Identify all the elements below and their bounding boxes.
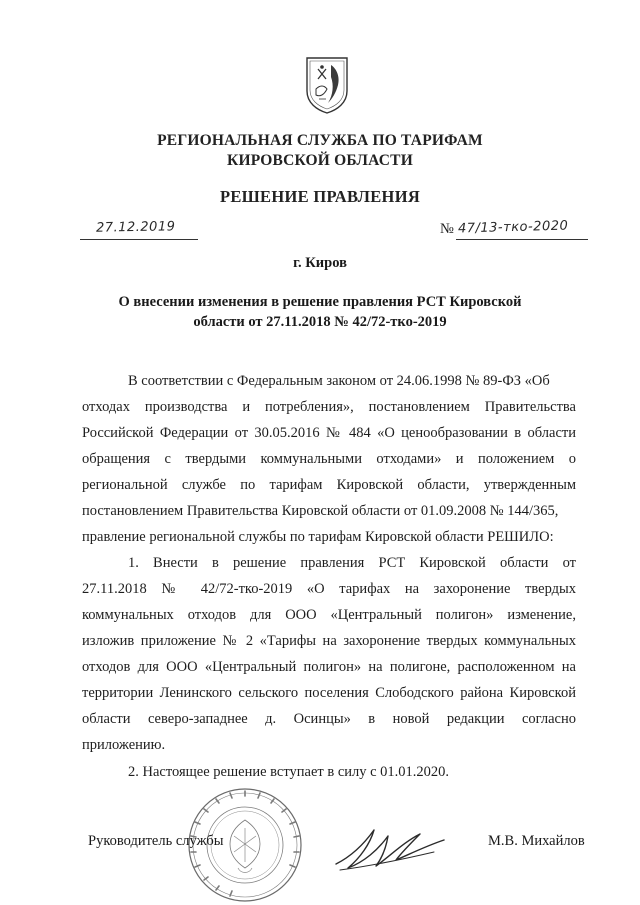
body-line: 2. Настоящее решение вступает в силу с 01.01.2020. (128, 764, 450, 780)
city-name: г. Киров (293, 255, 347, 271)
body-line: изложив приложение № 2 «Тарифы на захоронение твердых коммунальных (82, 633, 576, 649)
handwritten-signature (330, 818, 450, 878)
body-line: 1. Внести в решение правления РСТ Кировской области от (128, 555, 576, 571)
body-line: обращения с твердыми коммунальными отходами» и положением о (82, 451, 576, 467)
body-line: области северо-западнее д. Осинцы» в новой редакции согласно (82, 711, 576, 727)
subject-line1: О внесении изменения в решение правления РСТ Кировской (118, 294, 522, 310)
organization-name-line2: КИРОВСКОЙ ОБЛАСТИ (227, 152, 413, 169)
number-sign: № (440, 221, 454, 237)
body-line: постановлением Правительства Кировской области от 01.09.2008 № 144/365, (82, 503, 559, 519)
signatory-name: М.В. Михайлов (488, 833, 585, 849)
coat-of-arms-emblem (304, 55, 350, 115)
body-line: отходах производства и потребления», постановлением Правительства (82, 399, 576, 415)
document-type-title: РЕШЕНИЕ ПРАВЛЕНИЯ (219, 187, 421, 206)
body-line: 27.11.2018 № 42/72-тко-2019 «О тарифах на захоронение твердых (82, 581, 576, 597)
subject-line2: области от 27.11.2018 № 42/72-тко-2019 (193, 314, 447, 330)
organization-name-line1: РЕГИОНАЛЬНАЯ СЛУЖБА ПО ТАРИФАМ (157, 132, 483, 149)
body-line: региональной службе по тарифам Кировской области, утвержденным (82, 477, 576, 493)
body-line: Российской Федерации от 30.05.2016 № 484 «О ценообразовании в области (82, 425, 576, 441)
body-line: коммунальных отходов для ООО «Центральный полигон» изменение, (82, 607, 576, 623)
document-number: 47/13-тко-2020 (457, 218, 569, 237)
body-line: правление региональной службы по тарифам Кировской области РЕШИЛО: (82, 529, 554, 545)
body-line: территории Ленинского сельского поселения Слободского района Кировской (82, 685, 576, 701)
signatory-role: Руководитель службы (88, 833, 224, 849)
body-line: отходов для ООО «Центральный полигон» на полигоне, расположенном на (82, 659, 576, 675)
body-line: приложению. (82, 737, 166, 753)
body-line: В соответствии с Федеральным законом от 24.06.1998 № 89-ФЗ «Об (128, 373, 550, 389)
document-date: 27.12.2019 (95, 219, 176, 236)
